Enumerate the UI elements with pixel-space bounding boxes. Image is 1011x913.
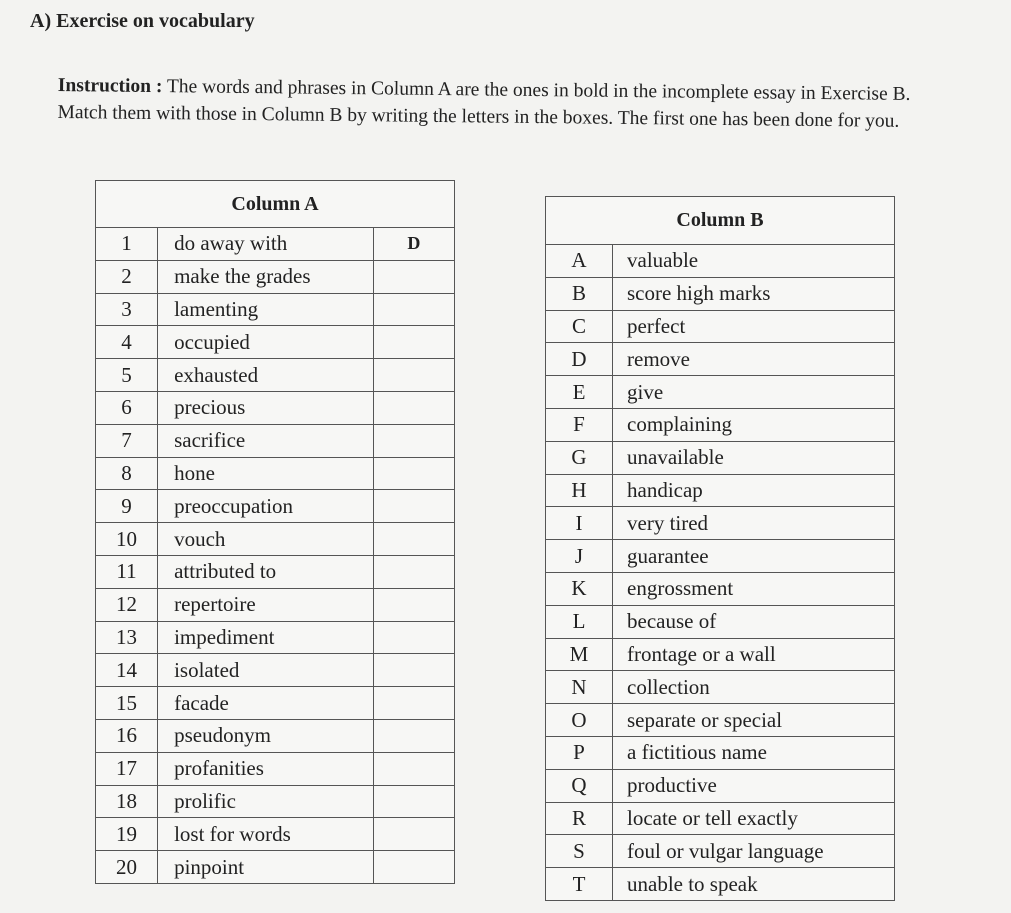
word: occupied — [158, 326, 374, 359]
letter: C — [546, 310, 613, 343]
column-b-row — [546, 277, 895, 310]
letter: H — [546, 474, 613, 507]
meaning: score high marks — [613, 277, 895, 310]
column-b-row — [546, 310, 895, 343]
answer-box[interactable] — [373, 326, 454, 359]
row-number: 6 — [96, 391, 158, 424]
column-b-row — [546, 540, 895, 573]
letter: I — [546, 507, 613, 540]
column-b-row — [546, 736, 895, 769]
column-b-row — [546, 441, 895, 474]
row-number: 3 — [96, 293, 158, 326]
word: vouch — [158, 523, 374, 556]
word: hone — [158, 457, 374, 490]
column-a-row — [96, 326, 455, 359]
word: sacrifice — [158, 424, 374, 457]
word: pseudonym — [158, 719, 374, 752]
letter: J — [546, 540, 613, 573]
meaning: because of — [613, 605, 895, 638]
answer-box[interactable]: D — [373, 228, 454, 261]
column-a-table — [95, 180, 455, 884]
answer-box[interactable] — [373, 457, 454, 490]
column-b-row — [546, 408, 895, 441]
column-a-row — [96, 719, 455, 752]
word: attributed to — [158, 555, 374, 588]
answer-box[interactable] — [373, 555, 454, 588]
column-a-row — [96, 555, 455, 588]
meaning: give — [613, 376, 895, 409]
answer-box[interactable] — [373, 391, 454, 424]
column-b-row — [546, 572, 895, 605]
instruction-text: The words and phrases in Column A are the ones in bold in the incomplete essay in Exercise B. Match them with those in Column B by writing the letters in the boxes. The first one has been done for you. — [57, 76, 911, 132]
letter: A — [546, 245, 613, 278]
meaning: separate or special — [613, 704, 895, 737]
answer-box[interactable] — [373, 260, 454, 293]
answer-box[interactable] — [373, 293, 454, 326]
row-number: 4 — [96, 326, 158, 359]
answer-box[interactable] — [373, 687, 454, 720]
meaning: perfect — [613, 310, 895, 343]
meaning: valuable — [613, 245, 895, 278]
letter: G — [546, 441, 613, 474]
column-b-row — [546, 474, 895, 507]
word: pinpoint — [158, 851, 374, 884]
letter: O — [546, 704, 613, 737]
column-a-header: Column A — [96, 181, 455, 228]
word: facade — [158, 687, 374, 720]
letter: M — [546, 638, 613, 671]
column-b-header: Column B — [546, 197, 895, 245]
column-a-row — [96, 654, 455, 687]
meaning: complaining — [613, 408, 895, 441]
column-b-row — [546, 802, 895, 835]
letter: S — [546, 835, 613, 868]
column-a-row — [96, 293, 455, 326]
column-b-row — [546, 245, 895, 278]
answer-box[interactable] — [373, 359, 454, 392]
row-number: 1 — [96, 228, 158, 261]
row-number: 8 — [96, 457, 158, 490]
row-number: 13 — [96, 621, 158, 654]
column-b-row — [546, 605, 895, 638]
word: repertoire — [158, 588, 374, 621]
answer-box[interactable] — [373, 752, 454, 785]
column-b-row — [546, 343, 895, 376]
answer-box[interactable] — [373, 621, 454, 654]
meaning: locate or tell exactly — [613, 802, 895, 835]
meaning: collection — [613, 671, 895, 704]
column-b-row — [546, 671, 895, 704]
answer-box[interactable] — [373, 523, 454, 556]
word: lamenting — [158, 293, 374, 326]
answer-box[interactable] — [373, 654, 454, 687]
column-b-table — [545, 196, 895, 901]
answer-box[interactable] — [373, 588, 454, 621]
column-a-row — [96, 523, 455, 556]
row-number: 2 — [96, 260, 158, 293]
row-number: 17 — [96, 752, 158, 785]
column-a-row — [96, 228, 455, 261]
meaning: guarantee — [613, 540, 895, 573]
meaning: very tired — [613, 507, 895, 540]
column-a-row — [96, 359, 455, 392]
letter: T — [546, 868, 613, 901]
answer-box[interactable] — [373, 490, 454, 523]
letter: B — [546, 277, 613, 310]
meaning: handicap — [613, 474, 895, 507]
column-a-row — [96, 752, 455, 785]
answer-box[interactable] — [373, 851, 454, 884]
answer-box[interactable] — [373, 719, 454, 752]
column-a-row — [96, 588, 455, 621]
row-number: 19 — [96, 818, 158, 851]
word: preoccupation — [158, 490, 374, 523]
word: impediment — [158, 621, 374, 654]
column-b-row — [546, 704, 895, 737]
letter: E — [546, 376, 613, 409]
column-a-row — [96, 490, 455, 523]
row-number: 10 — [96, 523, 158, 556]
letter: N — [546, 671, 613, 704]
column-a-row — [96, 424, 455, 457]
column-a-row — [96, 391, 455, 424]
letter: R — [546, 802, 613, 835]
row-number: 16 — [96, 719, 158, 752]
column-b-row — [546, 868, 895, 901]
row-number: 14 — [96, 654, 158, 687]
row-number: 20 — [96, 851, 158, 884]
word: exhausted — [158, 359, 374, 392]
word: do away with — [158, 228, 374, 261]
instruction-label: Instruction : — [57, 74, 163, 98]
word: profanities — [158, 752, 374, 785]
column-a-row — [96, 621, 455, 654]
letter: K — [546, 572, 613, 605]
column-a-row — [96, 260, 455, 293]
meaning: remove — [613, 343, 895, 376]
column-a-row — [96, 785, 455, 818]
column-a-row — [96, 818, 455, 851]
letter: L — [546, 605, 613, 638]
column-a-row — [96, 687, 455, 720]
meaning: frontage or a wall — [613, 638, 895, 671]
exercise-title: A) Exercise on vocabulary — [30, 10, 255, 32]
column-a-row — [96, 457, 455, 490]
letter: Q — [546, 769, 613, 802]
answer-box[interactable] — [373, 424, 454, 457]
column-b-row — [546, 376, 895, 409]
word: precious — [158, 391, 374, 424]
meaning: productive — [613, 769, 895, 802]
column-b-row — [546, 507, 895, 540]
column-b-row — [546, 769, 895, 802]
word: make the grades — [158, 260, 374, 293]
row-number: 7 — [96, 424, 158, 457]
answer-box[interactable] — [373, 785, 454, 818]
word: lost for words — [158, 818, 374, 851]
row-number: 5 — [96, 359, 158, 392]
letter: P — [546, 736, 613, 769]
word: isolated — [158, 654, 374, 687]
letter: F — [546, 408, 613, 441]
row-number: 15 — [96, 687, 158, 720]
column-a-row — [96, 851, 455, 884]
column-b-row — [546, 638, 895, 671]
row-number: 9 — [96, 490, 158, 523]
meaning: unavailable — [613, 441, 895, 474]
row-number: 11 — [96, 555, 158, 588]
meaning: a fictitious name — [613, 736, 895, 769]
row-number: 12 — [96, 588, 158, 621]
letter: D — [546, 343, 613, 376]
meaning: unable to speak — [613, 868, 895, 901]
instruction — [57, 72, 963, 135]
meaning: engrossment — [613, 572, 895, 605]
column-b-row — [546, 835, 895, 868]
row-number: 18 — [96, 785, 158, 818]
answer-box[interactable] — [373, 818, 454, 851]
meaning: foul or vulgar language — [613, 835, 895, 868]
word: prolific — [158, 785, 374, 818]
